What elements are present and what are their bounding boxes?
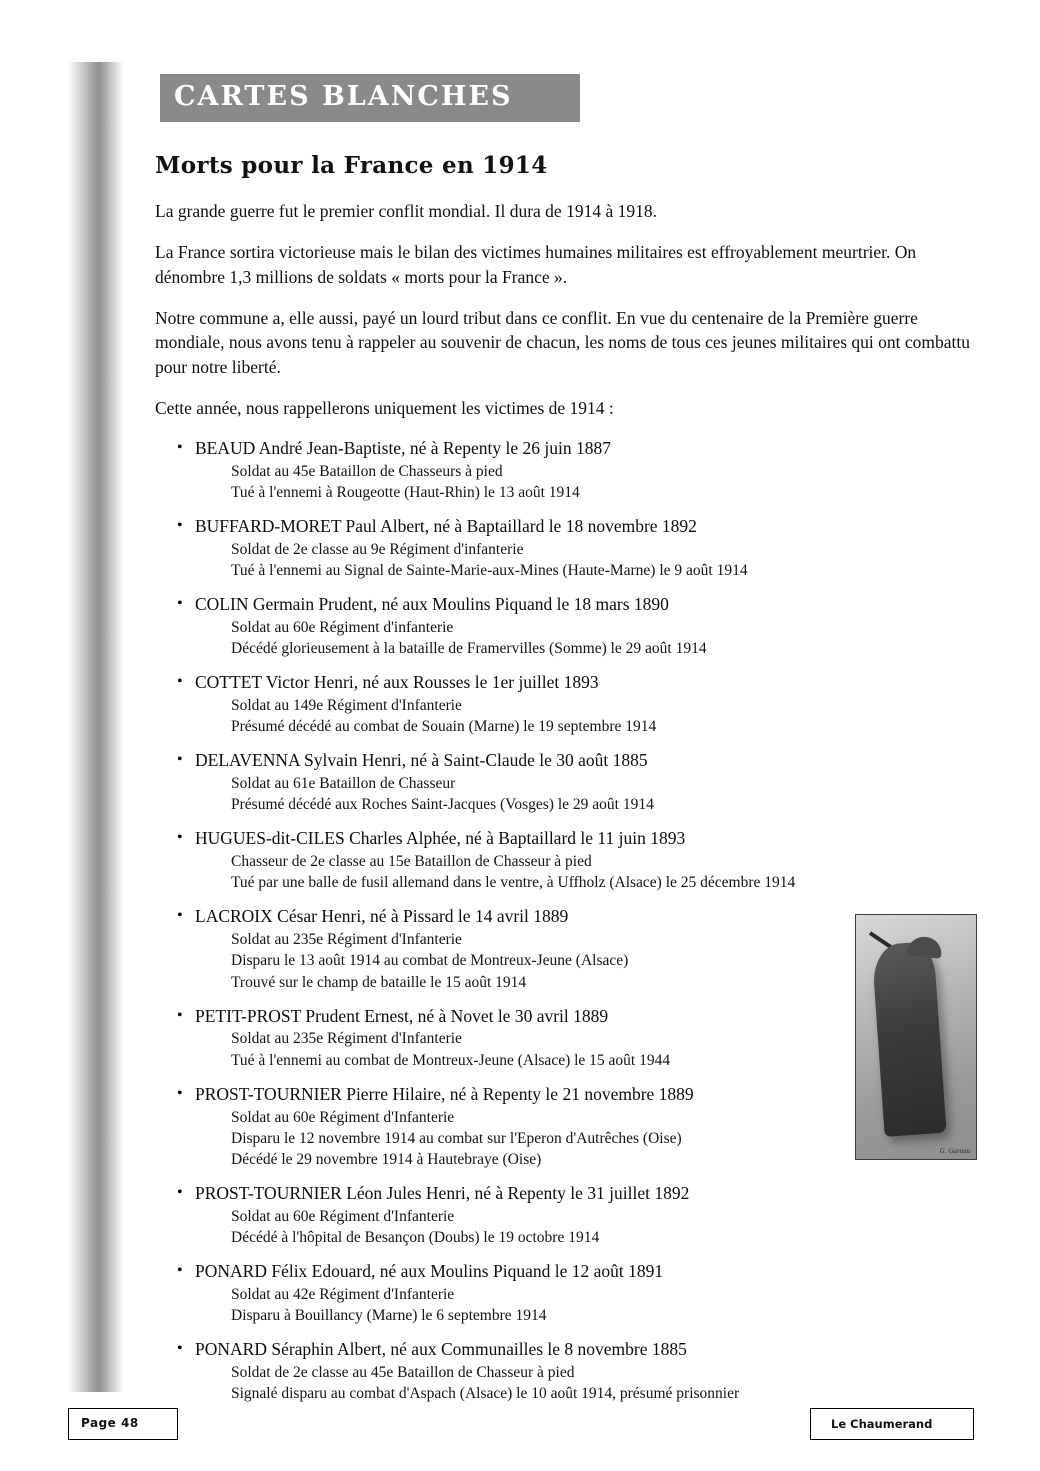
entry-detail: Présumé décédé au combat de Souain (Marne) le 19 septembre 1914 [231,718,657,736]
intro-paragraph-2: La France sortira victorieuse mais le bilan des victimes humaines militaires est effroyablement meurtrier. On dénombre 1,3 millions de soldats « morts pour la France ». [155,241,917,287]
bullet-icon: • [177,517,183,534]
bullet-icon: • [177,1340,183,1358]
entry-name: COLIN Germain Prudent, né aux Moulins Piquand le 18 mars 1890 [195,594,669,615]
entry-detail: Soldat au 42e Régiment d'Infanterie [231,1285,455,1303]
entry-name: BUFFARD-MORET Paul Albert, né à Baptaillard le 18 novembre 1892 [195,516,697,536]
bullet-icon: • [177,1262,183,1280]
entry-detail: Soldat au 60e Régiment d'Infanterie [231,1207,455,1225]
entry-detail: Tué à l'ennemi au Signal de Sainte-Marie-aux-Mines (Haute-Marne) le 9 août 1914 [231,561,748,579]
entry-detail: Signalé disparu au combat d'Aspach (Alsace) le 10 août 1914, présumé prisonnier [231,1385,740,1403]
entry-detail: Disparu le 12 novembre 1914 au combat sur l'Eperon d'Autrêches (Oise) [231,1129,682,1147]
entry-name: LACROIX César Henri, né à Pissard le 14 avril 1889 [195,906,569,927]
entry-detail: Présumé décédé aux Roches Saint-Jacques (Vosges) le 29 août 1914 [231,796,654,814]
list-item [155,827,975,893]
casualty-list [155,437,975,1405]
entry-detail: Décédé à l'hôpital de Besançon (Doubs) le 19 octobre 1914 [231,1229,600,1247]
entry-detail: Soldat au 61e Bataillon de Chasseur [231,774,456,792]
list-item [155,1182,975,1248]
entry-detail: Disparu le 13 août 1914 au combat de Montreux-Jeune (Alsace) [231,952,629,970]
list-item [155,905,975,992]
helmet-shape [907,935,943,958]
entry-detail: Soldat au 45e Bataillon de Chasseurs à pied [231,462,503,480]
section-header-band [160,74,580,122]
entry-detail: Soldat de 2e classe au 9e Régiment d'infanterie [231,540,524,558]
entry-detail: Décédé glorieusement à la bataille de Framervilles (Somme) le 29 août 1914 [231,639,707,657]
entry-detail: Soldat au 60e Régiment d'infanterie [231,618,454,636]
intro-paragraph-4: Cette année, nous rappellerons uniquement les victimes de 1914 : [155,398,614,419]
soldier-photograph [855,914,977,1160]
page-number-label: Page 48 [81,1416,139,1430]
list-item [155,593,975,659]
intro-paragraph-3: Notre commune a, elle aussi, payé un lourd tribut dans ce conflit. En vue du centenaire de la Première guerre mondiale, nous avons tenu à rappeler au souvenir de chacun, les noms de tous ces jeunes militaires qui ont combattu pour notre liberté. [155,307,970,378]
bullet-icon: • [177,673,183,691]
entry-name: PROST-TOURNIER Léon Jules Henri, né à Repenty le 31 juillet 1892 [195,1183,690,1204]
entry-name: COTTET Victor Henri, né aux Rousses le 1er juillet 1893 [195,672,599,693]
entry-detail: Tué à l'ennemi au combat de Montreux-Jeune (Alsace) le 15 août 1944 [231,1051,671,1069]
bullet-icon: • [177,1184,183,1202]
article-content [155,152,975,1417]
entry-detail: Soldat au 235e Régiment d'Infanterie [231,931,462,949]
entry-detail: Chasseur de 2e classe au 15e Bataillon de Chasseur à pied [231,853,592,870]
entry-name: BEAUD André Jean-Baptiste, né à Repenty le 26 juin 1887 [195,437,612,458]
entry-detail: Soldat au 60e Régiment d'Infanterie [231,1108,455,1126]
entry-detail: Trouvé sur le champ de bataille le 15 août 1914 [231,973,527,991]
entry-detail: Soldat au 149e Régiment d'Infanterie [231,696,462,714]
list-item [155,1005,975,1071]
entry-detail: Soldat au 235e Régiment d'Infanterie [231,1030,462,1048]
bullet-icon: • [177,1084,183,1102]
publication-label: Le Chaumerand [831,1417,933,1431]
publication-box [810,1408,974,1440]
entry-name: PONARD Séraphin Albert, né aux Communailles le 8 novembre 1885 [195,1339,687,1360]
entry-name: HUGUES-dit-CILES Charles Alphée, né à Baptaillard le 11 juin 1893 [195,828,686,849]
list-item [155,1260,975,1326]
entry-detail: Disparu à Bouillancy (Marne) le 6 septembre 1914 [231,1307,547,1325]
entry-name: DELAVENNA Sylvain Henri, né à Saint-Claude le 30 août 1885 [195,750,648,771]
section-header-title: CARTES BLANCHES [174,81,513,112]
list-item [155,749,975,815]
list-item [155,1083,975,1170]
soldier-figure [871,941,946,1137]
list-item [155,515,975,581]
entry-detail: Décédé le 29 novembre 1914 à Hautebraye (Oise) [231,1150,542,1168]
bullet-icon: • [177,907,183,925]
bullet-icon: • [177,751,183,769]
entry-detail: Tué par une balle de fusil allemand dans le ventre, à Uffholz (Alsace) le 25 décembre 1914 [231,874,796,892]
bullet-icon: • [177,595,183,613]
bullet-icon: • [177,1006,183,1024]
list-item [155,1338,975,1404]
page-title: Morts pour la France en 1914 [155,152,548,179]
bullet-icon: • [177,829,183,847]
photo-signature: G. Gaveau [939,1147,970,1155]
entry-detail: Tué à l'ennemi à Rougeotte (Haut-Rhin) le 13 août 1914 [231,483,580,501]
list-item [155,671,975,737]
entry-name: PONARD Félix Edouard, né aux Moulins Piquand le 12 août 1891 [195,1261,664,1282]
bullet-icon: • [177,438,183,456]
intro-paragraph-1: La grande guerre fut le premier conflit mondial. Il dura de 1914 à 1918. [155,201,657,221]
decorative-left-bar [68,62,124,1392]
entry-name: PETIT-PROST Prudent Ernest, né à Novet le 30 avril 1889 [195,1005,609,1026]
list-item [155,437,975,503]
entry-detail: Soldat de 2e classe au 45e Bataillon de Chasseur à pied [231,1364,575,1382]
page-number-box [68,1408,178,1440]
entry-name: PROST-TOURNIER Pierre Hilaire, né à Repenty le 21 novembre 1889 [195,1083,694,1104]
